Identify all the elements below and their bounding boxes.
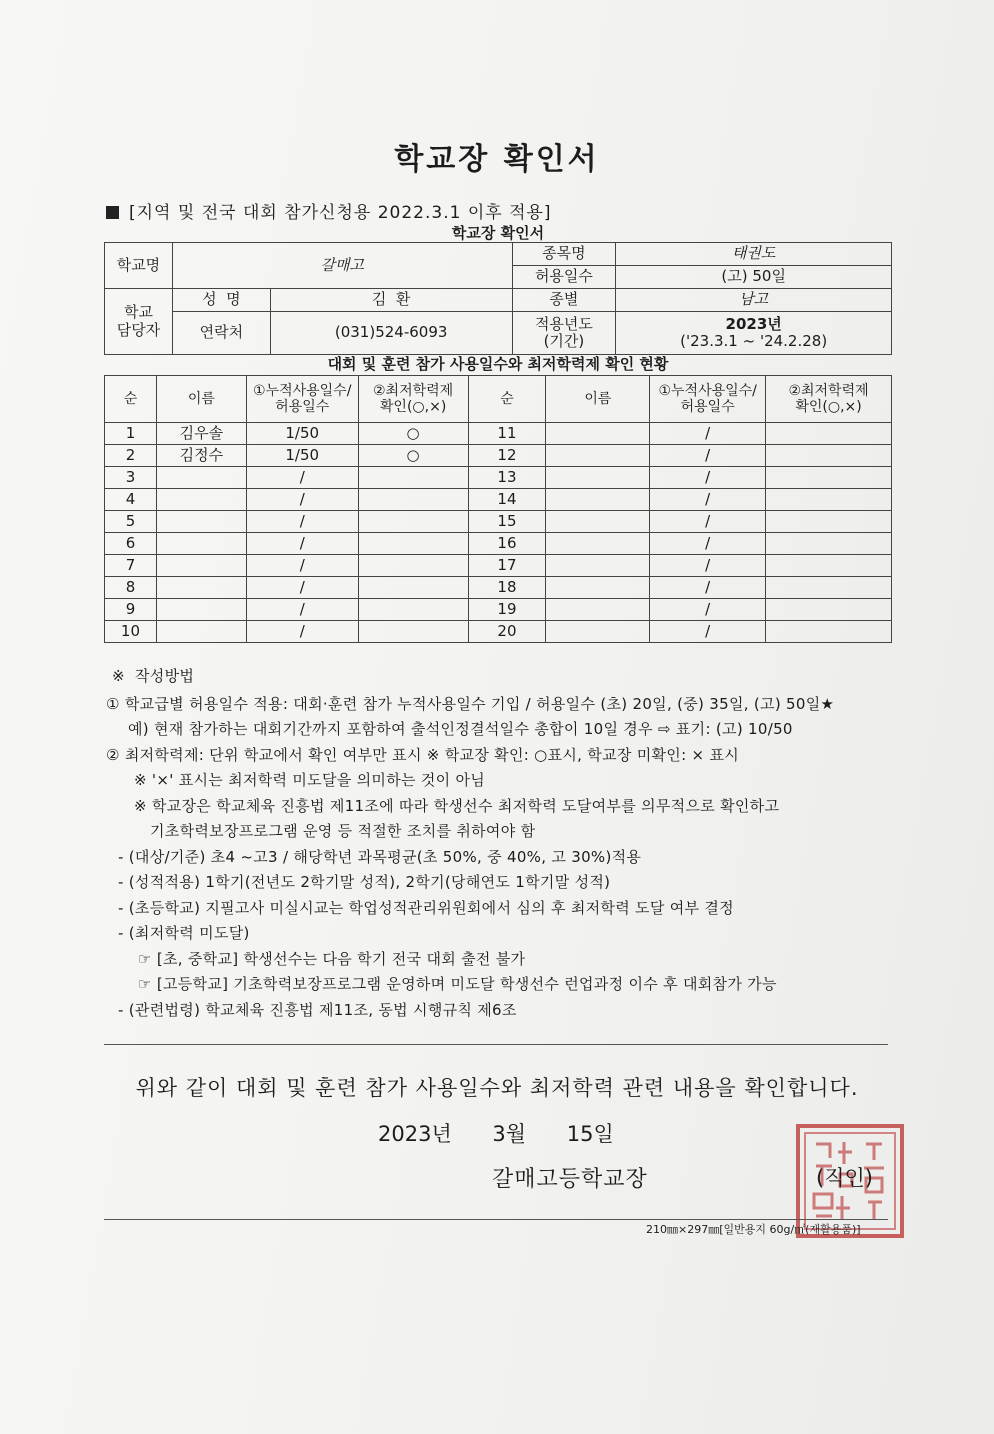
- header-academic-left-l2: 확인(○,×): [379, 399, 447, 415]
- row-check: [766, 621, 892, 643]
- year-label: [512, 312, 616, 355]
- row-no: 6: [105, 533, 157, 555]
- row-name: [546, 621, 650, 643]
- allowed-days-label: 허용일수: [512, 266, 616, 289]
- row-days: /: [650, 577, 766, 599]
- row-days: 1/50: [246, 423, 358, 445]
- row-name: [156, 511, 246, 533]
- subtitle-text: [지역 및 전국 대회 참가신청용 2022.3.1 이후 적용]: [129, 203, 552, 223]
- row-name: [546, 445, 650, 467]
- divider-top: [104, 1044, 888, 1045]
- year-label-line2: (기간): [543, 332, 585, 350]
- row-no: 14: [468, 489, 546, 511]
- row-name: [156, 577, 246, 599]
- row-no: 16: [468, 533, 546, 555]
- issue-date: [378, 1118, 648, 1148]
- row-no: 4: [105, 489, 157, 511]
- row-name: 김정수: [156, 445, 246, 467]
- divider-bottom: [104, 1219, 888, 1220]
- name-label: 성 명: [172, 289, 270, 312]
- row-no: 17: [468, 555, 546, 577]
- contact-label: 연락처: [172, 312, 270, 355]
- manager-label-line1: 학교: [123, 303, 153, 322]
- row-no: 9: [105, 599, 157, 621]
- allowed-days-value: (고) 50일: [616, 266, 892, 289]
- confirmation-statement: 위와 같이 대회 및 훈련 참가 사용일수와 최저학력 관련 내용을 확인합니다.: [135, 1076, 859, 1100]
- table-row: [105, 599, 892, 621]
- table-row: [105, 621, 892, 643]
- row-name: [546, 423, 650, 445]
- row-check: [766, 555, 892, 577]
- row-days: /: [650, 511, 766, 533]
- row-days: /: [650, 599, 766, 621]
- note-line: ① 학교급별 허용일수 적용: 대회·훈련 참가 누적사용일수 기입 / 허용일수 (초) 20일, (중) 35일, (고) 50일★: [106, 694, 835, 713]
- table-row: [105, 445, 892, 467]
- note-line: - (대상/기준) 초4 ~고3 / 해당학년 과목평균(초 50%, 중 40%, 고 30%)적용: [118, 847, 642, 866]
- row-days: /: [246, 621, 358, 643]
- table-row: [105, 423, 892, 445]
- row-check: [358, 555, 468, 577]
- note-line: ② 최저학력제: 단위 학교에서 확인 여부만 표시 ※ 학교장 확인: ○표시, 학교장 미확인: × 표시: [106, 745, 740, 764]
- row-days: /: [650, 533, 766, 555]
- row-name: [156, 599, 246, 621]
- row-check: ○: [358, 423, 468, 445]
- header-days-right-l2: 허용일수: [680, 399, 735, 415]
- table-row: [105, 533, 892, 555]
- row-days: /: [246, 533, 358, 555]
- header-name-right: 이름: [546, 376, 650, 423]
- note-line: - (관련법령) 학교체육 진흥법 제11조, 동법 시행규칙 제6조: [118, 1000, 517, 1019]
- document-title: 학교장 확인서: [394, 142, 600, 177]
- header-no-left: 순: [105, 376, 157, 423]
- note-line: ☞ [초, 중학교] 학생선수는 다음 학기 전국 대회 출전 불가: [138, 949, 526, 968]
- row-days: /: [246, 577, 358, 599]
- row-days: /: [650, 489, 766, 511]
- row-name: 김우솔: [156, 423, 246, 445]
- row-name: [156, 533, 246, 555]
- table-row: [105, 489, 892, 511]
- name-value: 김 환: [270, 289, 512, 312]
- row-check: [766, 489, 892, 511]
- note-line: ※ '×' 표시는 최저학력 미도달을 의미하는 것이 아님: [134, 771, 486, 789]
- row-name: [546, 577, 650, 599]
- row-check: ○: [358, 445, 468, 467]
- row-name: [156, 621, 246, 643]
- note-line: - (초등학교) 지필고사 미실시교는 학업성적관리위원회에서 심의 후 최저학력 도달 여부 결정: [118, 898, 734, 917]
- table-row: [105, 511, 892, 533]
- row-no: 8: [105, 577, 157, 599]
- row-check: [766, 577, 892, 599]
- row-name: [156, 489, 246, 511]
- row-no: 12: [468, 445, 546, 467]
- year-label-line1: 적용년도: [534, 314, 593, 333]
- row-name: [156, 555, 246, 577]
- table-row: [105, 467, 892, 489]
- row-check: [766, 445, 892, 467]
- header-academic-right-l2: 확인(○,×): [795, 399, 862, 415]
- row-no: 2: [105, 445, 157, 467]
- row-check: [358, 489, 468, 511]
- note-line: - (성적적용) 1학기(전년도 2학기말 성적), 2학기(당해연도 1학기말 성적): [118, 873, 611, 891]
- note-line: 예) 현재 참가하는 대회기간까지 포함하여 출석인정결석일수 총합이 10일 경우 ⇨ 표기: (고) 10/50: [128, 720, 793, 738]
- row-days: /: [650, 467, 766, 489]
- header-days-right-l1: ①누적사용일수/: [658, 382, 757, 399]
- row-no: 18: [468, 577, 546, 599]
- date-year: 2023년: [378, 1122, 452, 1146]
- row-no: 10: [105, 621, 157, 643]
- row-no: 20: [468, 621, 546, 643]
- row-name: [546, 555, 650, 577]
- row-check: [358, 577, 468, 599]
- header-name-left: 이름: [156, 376, 246, 423]
- school-info-table: [104, 242, 892, 355]
- row-days: /: [246, 511, 358, 533]
- row-days: /: [650, 423, 766, 445]
- instructions-heading: ※ 작성방법: [112, 667, 195, 685]
- row-days: /: [246, 489, 358, 511]
- header-academic-right: [766, 376, 892, 423]
- row-name: [546, 489, 650, 511]
- row-days: /: [650, 445, 766, 467]
- header-days-right: [650, 376, 766, 423]
- manager-label-line2: 담당자: [116, 320, 161, 339]
- row-check: [766, 511, 892, 533]
- header-days-left-l1: ①누적사용일수/: [253, 382, 352, 399]
- row-name: [546, 533, 650, 555]
- row-check: [766, 533, 892, 555]
- school-value: 갈매고: [172, 243, 512, 289]
- manager-label: [105, 289, 173, 355]
- year-value-cell: [616, 312, 892, 355]
- row-check: [358, 599, 468, 621]
- header-academic-left-l1: ②최저학력제: [373, 382, 454, 399]
- note-line: ☞ [고등학교] 기초학력보장프로그램 운영하며 미도달 학생선수 런업과정 이수 후 대회참가 가능: [138, 975, 777, 993]
- row-no: 11: [468, 423, 546, 445]
- row-no: 13: [468, 467, 546, 489]
- principal-name: 갈매고등학교장: [492, 1167, 648, 1192]
- date-month: 3월: [492, 1122, 527, 1146]
- row-days: /: [650, 621, 766, 643]
- subtitle: [106, 198, 552, 223]
- note-line: ※ 학교장은 학교체육 진흥법 제11조에 따라 학생선수 최저학력 도달여부를 의무적으로 확인하고: [134, 796, 780, 815]
- row-check: [358, 621, 468, 643]
- row-days: /: [246, 555, 358, 577]
- school-label: 학교명: [105, 243, 173, 289]
- square-bullet-icon: [106, 206, 119, 219]
- sport-label: 종목명: [512, 243, 616, 266]
- row-name: [546, 599, 650, 621]
- header-academic-left: [358, 376, 468, 423]
- row-no: 3: [105, 467, 157, 489]
- header-no-right: 순: [468, 376, 546, 423]
- table-row: [105, 577, 892, 599]
- contact-value: (031)524-6093: [270, 312, 512, 355]
- gender-value: 남고: [616, 289, 892, 312]
- header-days-left: [246, 376, 358, 423]
- row-name: [156, 467, 246, 489]
- row-no: 19: [468, 599, 546, 621]
- instructions: [106, 664, 906, 1023]
- sport-value: 태권도: [616, 243, 892, 266]
- date-day: 15일: [566, 1122, 614, 1146]
- info-table-caption: 학교장 확인서: [451, 224, 545, 242]
- gender-label: 종별: [512, 289, 616, 312]
- status-table: [104, 375, 892, 643]
- header-days-left-l2: 허용일수: [275, 399, 330, 415]
- row-no: 1: [105, 423, 157, 445]
- row-check: [358, 533, 468, 555]
- note-line: 기초학력보장프로그램 운영 등 적절한 조치를 취하여야 함: [150, 822, 536, 840]
- header-academic-right-l1: ②최저학력제: [788, 382, 869, 399]
- note-line: - (최저학력 미도달): [118, 924, 250, 942]
- row-name: [546, 467, 650, 489]
- row-no: 15: [468, 511, 546, 533]
- row-check: [766, 599, 892, 621]
- table-row: [105, 555, 892, 577]
- row-no: 5: [105, 511, 157, 533]
- status-table-caption: 대회 및 훈련 참가 사용일수와 최저학력제 확인 현황: [327, 355, 669, 373]
- row-days: /: [246, 599, 358, 621]
- row-days: /: [650, 555, 766, 577]
- row-no: 7: [105, 555, 157, 577]
- row-days: /: [246, 467, 358, 489]
- row-check: [358, 467, 468, 489]
- row-days: 1/50: [246, 445, 358, 467]
- year-value: 2023년: [725, 314, 782, 333]
- paper-spec: 210㎜×297㎜[일반용지 60g/㎡(재활용품)]: [646, 1223, 861, 1236]
- row-check: [766, 423, 892, 445]
- period-value: ('23.3.1 ~ '24.2.28): [680, 332, 828, 350]
- seal-label: (직인): [816, 1166, 873, 1190]
- row-check: [766, 467, 892, 489]
- row-name: [546, 511, 650, 533]
- row-check: [358, 511, 468, 533]
